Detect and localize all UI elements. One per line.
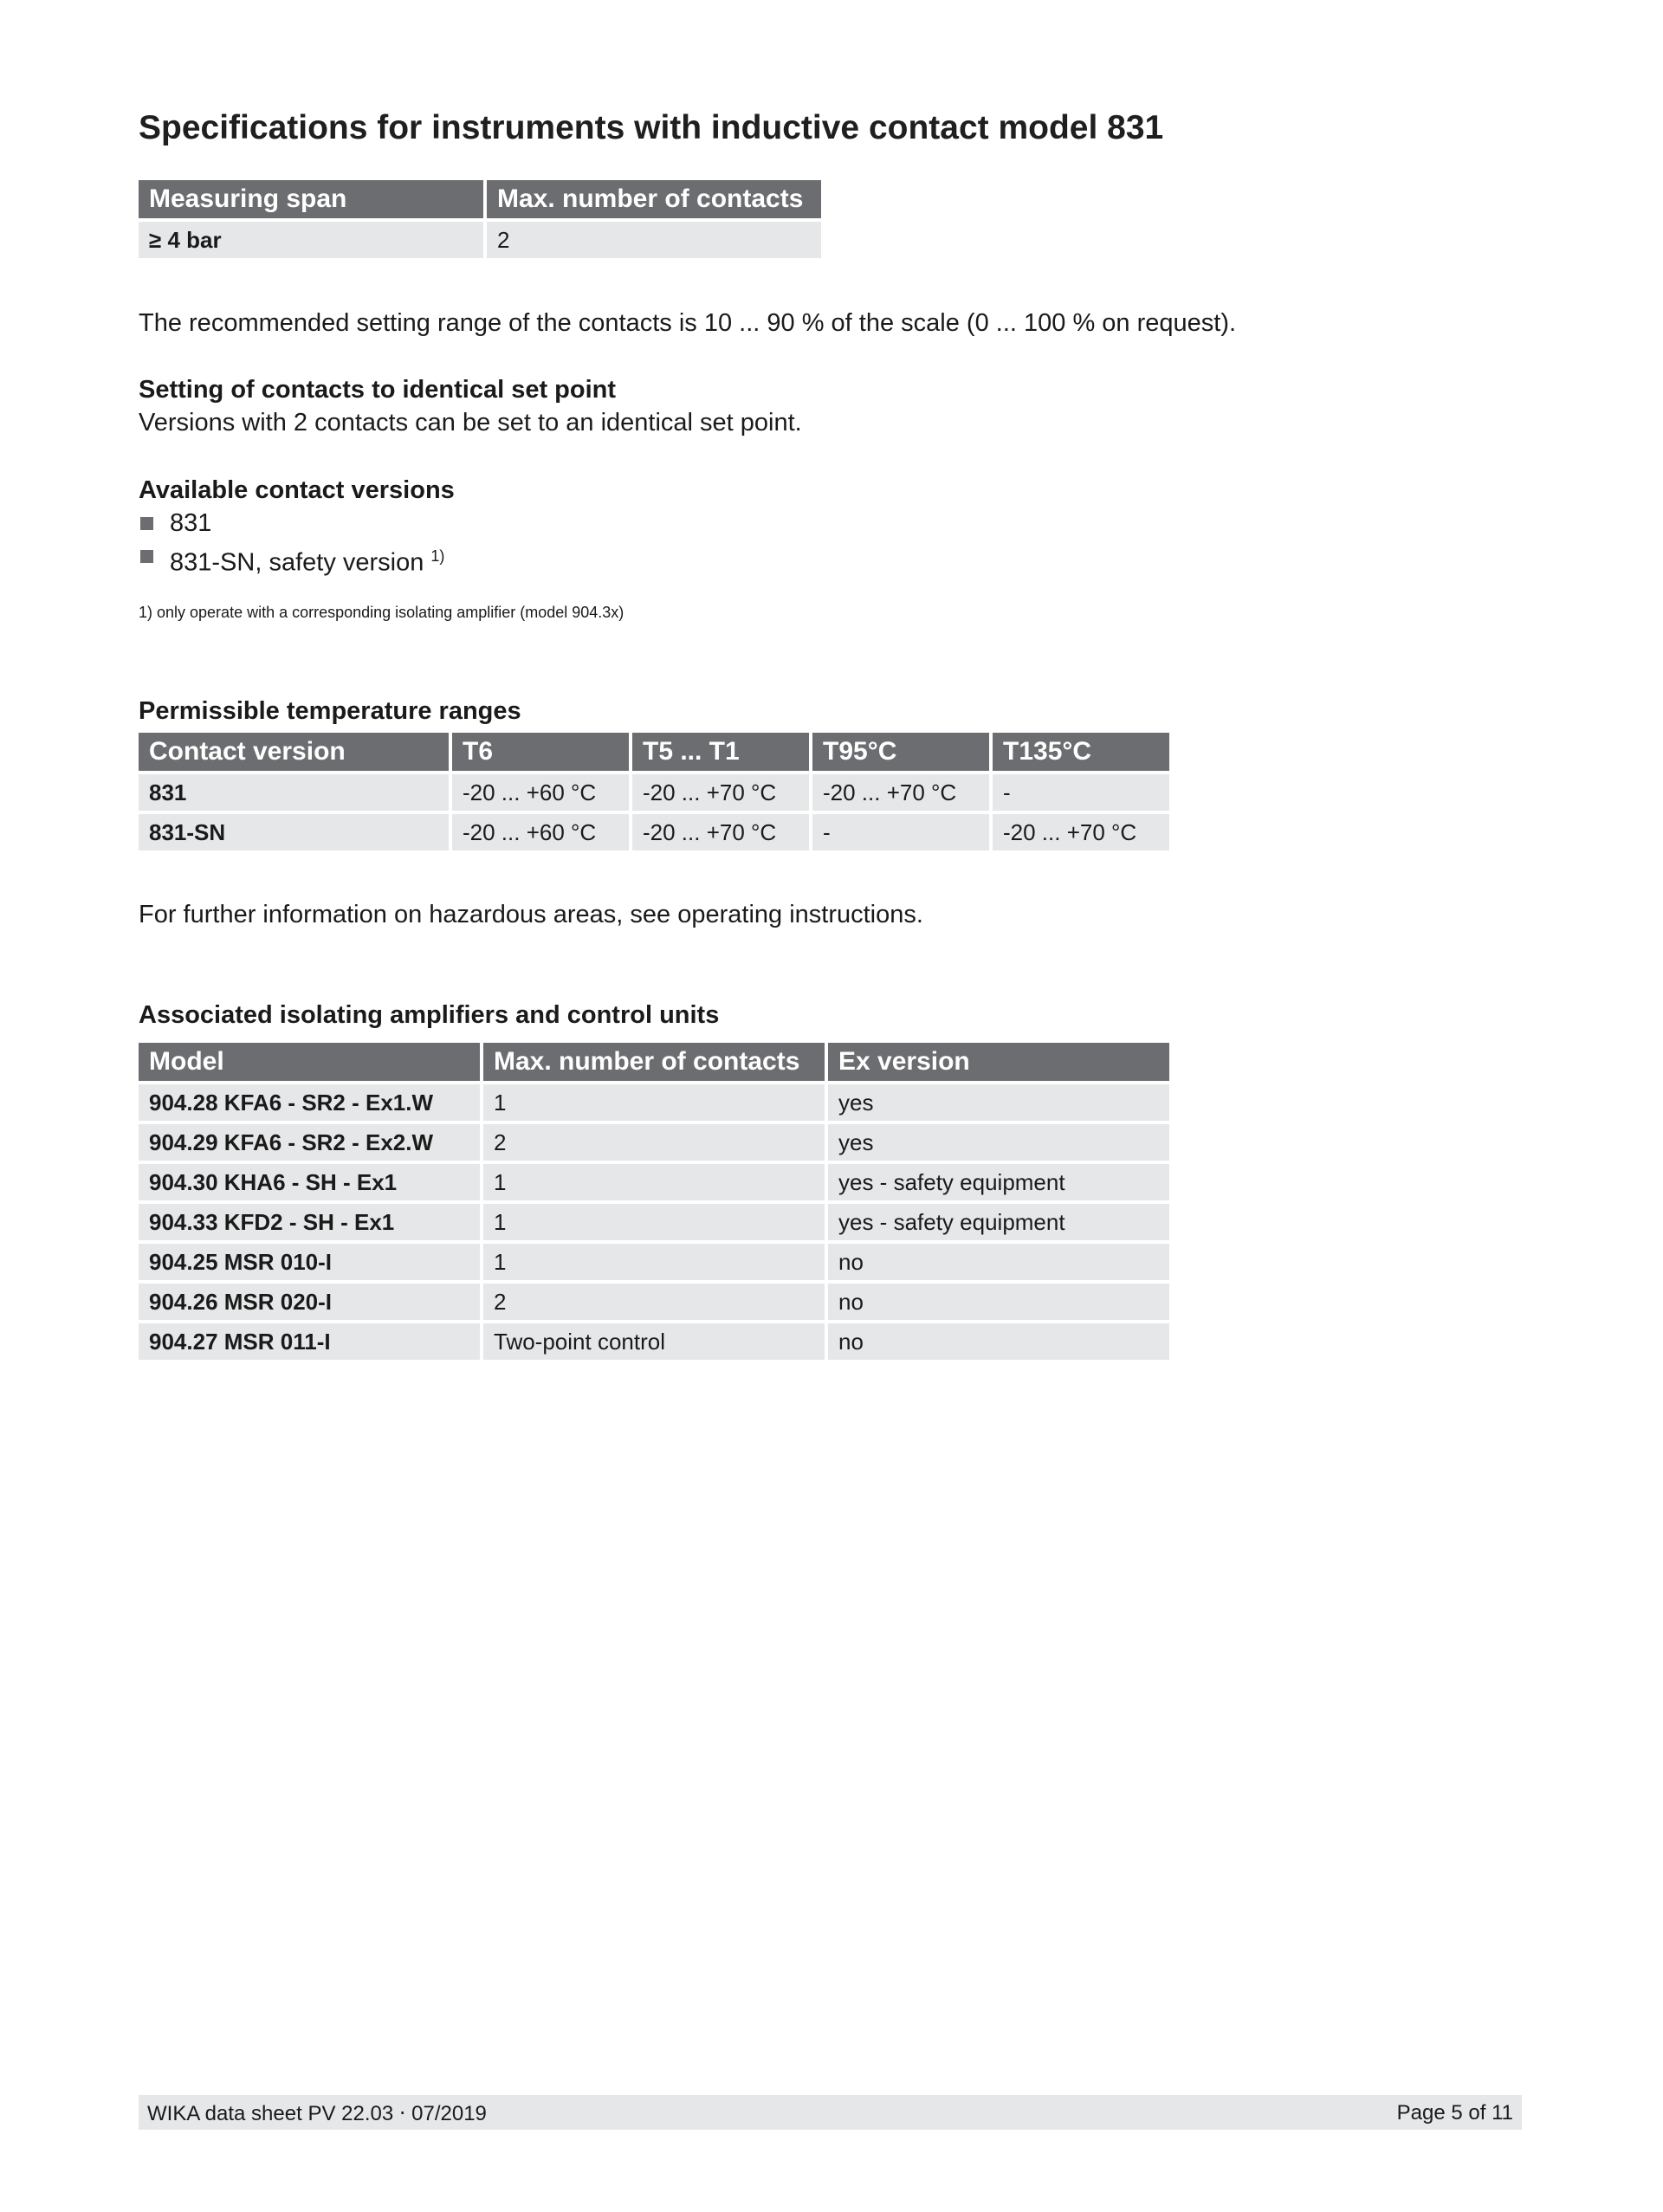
table-cell: 904.26 MSR 020-I: [139, 1284, 480, 1320]
table-cell: 831: [139, 774, 449, 811]
table-row: [139, 1323, 1169, 1360]
table-header-cell: T135°C: [993, 733, 1169, 771]
square-bullet-icon: [140, 517, 153, 530]
table-header-cell: Max. number of contacts: [483, 1043, 825, 1081]
table-cell: -20 ... +70 °C: [632, 774, 809, 811]
table-cell: 904.30 KHA6 - SH - Ex1: [139, 1164, 480, 1200]
table-cell: yes: [828, 1124, 1169, 1161]
table-cell: -: [993, 774, 1169, 811]
footnote: 1) only operate with a corresponding isolating amplifier (model 904.3x): [139, 604, 624, 621]
table-cell: -20 ... +70 °C: [812, 774, 989, 811]
temperature-table: [135, 729, 1173, 854]
table-row: [139, 774, 1169, 811]
table-header-cell: T6: [452, 733, 629, 771]
table-cell: 1: [483, 1244, 825, 1280]
amplifiers-heading: Associated isolating amplifiers and control units: [139, 1001, 720, 1029]
table-header-cell: T95°C: [812, 733, 989, 771]
table-cell: 904.25 MSR 010-I: [139, 1244, 480, 1280]
identical-set-point-text: Versions with 2 contacts can be set to an identical set point.: [139, 409, 802, 437]
table-header-row: [139, 180, 821, 218]
table-cell: ≥ 4 bar: [139, 222, 483, 258]
table-row: [139, 1284, 1169, 1320]
recommended-range-text: The recommended setting range of the contacts is 10 ... 90 % of the scale (0 ... 100 % on request).: [139, 309, 1237, 337]
table-cell: yes: [828, 1084, 1169, 1121]
table-cell: -20 ... +70 °C: [993, 814, 1169, 851]
table-header-cell: T5 ... T1: [632, 733, 809, 771]
amplifiers-table: [135, 1039, 1173, 1363]
table-cell: 904.28 KFA6 - SR2 - Ex1.W: [139, 1084, 480, 1121]
table-cell: yes - safety equipment: [828, 1164, 1169, 1200]
table-header-row: [139, 1043, 1169, 1081]
table-cell: 1: [483, 1164, 825, 1200]
table-cell: 1: [483, 1204, 825, 1240]
table-cell: no: [828, 1323, 1169, 1360]
table-header-cell: Ex version: [828, 1043, 1169, 1081]
footer-datasheet-ref: WIKA data sheet PV 22.03 ⋅ 07/2019: [147, 2102, 487, 2125]
table-header-cell: Measuring span: [139, 180, 483, 218]
contact-versions-list: [139, 507, 444, 579]
page-title: Specifications for instruments with inductive contact model 831: [139, 109, 1164, 146]
hazardous-areas-text: For further information on hazardous areas, see operating instructions.: [139, 901, 923, 928]
table-row: [139, 1164, 1169, 1200]
list-item-label: 831: [170, 509, 212, 537]
table-header-cell: Contact version: [139, 733, 449, 771]
table-row: [139, 1084, 1169, 1121]
contact-versions-heading: Available contact versions: [139, 476, 455, 504]
table-header-cell: Model: [139, 1043, 480, 1081]
table-cell: 831-SN: [139, 814, 449, 851]
table-cell: 2: [483, 1124, 825, 1161]
table-cell: -20 ... +60 °C: [452, 814, 629, 851]
table-cell: Two-point control: [483, 1323, 825, 1360]
table-cell: no: [828, 1284, 1169, 1320]
table-row: [139, 1244, 1169, 1280]
footnote-marker: 1): [430, 547, 445, 565]
table-cell: -: [812, 814, 989, 851]
table-header-row: [139, 733, 1169, 771]
table-row: [139, 1124, 1169, 1161]
list-item-label: 831-SN, safety version: [170, 548, 424, 577]
table-header-cell: Max. number of contacts: [487, 180, 821, 218]
measuring-span-table: [135, 177, 825, 262]
list-item: [139, 540, 444, 579]
table-row: [139, 222, 821, 258]
table-row: [139, 814, 1169, 851]
table-cell: -20 ... +60 °C: [452, 774, 629, 811]
page-footer: [139, 2095, 1522, 2130]
list-item: [139, 507, 444, 540]
table-cell: 2: [483, 1284, 825, 1320]
table-cell: 1: [483, 1084, 825, 1121]
temperature-heading: Permissible temperature ranges: [139, 697, 521, 725]
table-row: [139, 1204, 1169, 1240]
footer-page-number: Page 5 of 11: [1396, 2101, 1513, 2125]
square-bullet-icon: [140, 550, 153, 563]
identical-set-point-heading: Setting of contacts to identical set point: [139, 376, 617, 404]
table-cell: no: [828, 1244, 1169, 1280]
table-cell: 904.29 KFA6 - SR2 - Ex2.W: [139, 1124, 480, 1161]
table-cell: 904.27 MSR 011-I: [139, 1323, 480, 1360]
table-cell: -20 ... +70 °C: [632, 814, 809, 851]
table-cell: 904.33 KFD2 - SH - Ex1: [139, 1204, 480, 1240]
table-cell: yes - safety equipment: [828, 1204, 1169, 1240]
table-cell: 2: [487, 222, 821, 258]
